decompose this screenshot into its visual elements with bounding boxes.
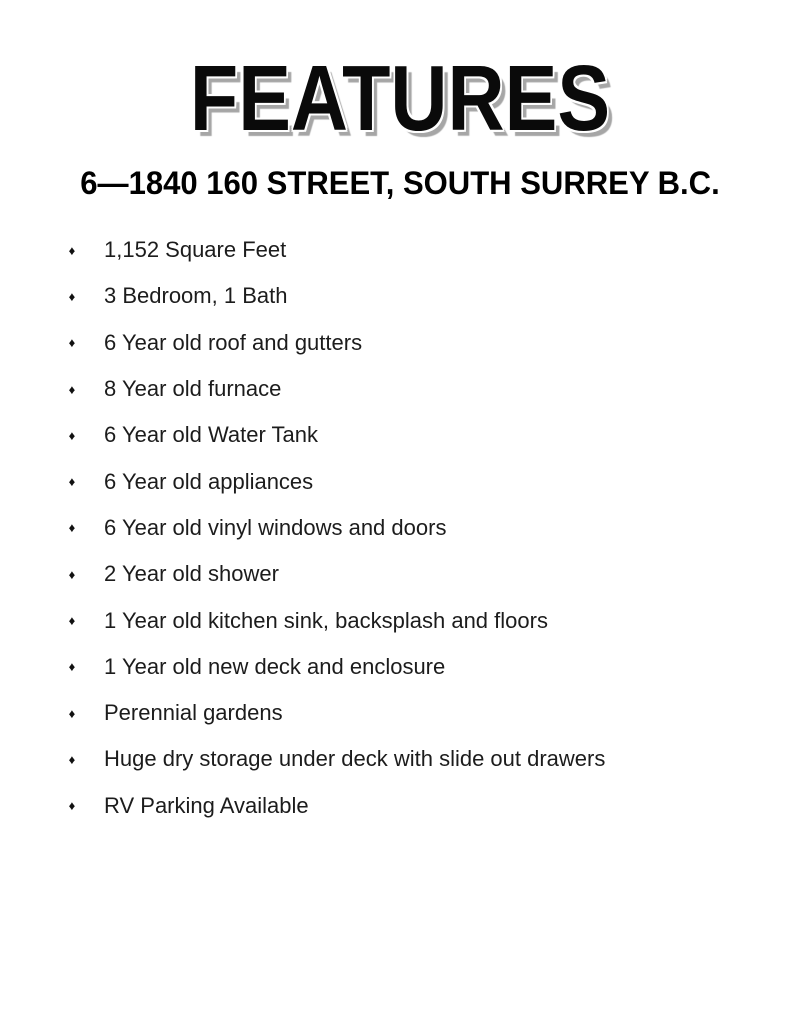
list-item — [66, 597, 800, 643]
list-item — [66, 644, 800, 690]
feature-text: Perennial gardens — [104, 700, 283, 726]
diamond-bullet-icon: ♦ — [68, 335, 76, 351]
diamond-bullet-icon: ♦ — [68, 659, 76, 675]
diamond-bullet-icon: ♦ — [68, 242, 76, 258]
feature-text: 1,152 Square Feet — [104, 237, 287, 263]
diamond-bullet-icon: ♦ — [68, 613, 76, 629]
list-item — [66, 736, 800, 782]
diamond-bullet-icon: ♦ — [68, 751, 76, 767]
list-item — [66, 366, 800, 412]
list-item — [66, 273, 800, 319]
list-item — [66, 783, 800, 829]
diamond-bullet-icon: ♦ — [68, 798, 76, 814]
list-item — [66, 690, 800, 736]
diamond-bullet-icon: ♦ — [68, 288, 76, 304]
feature-text: 1 Year old kitchen sink, backsplash and floors — [104, 607, 548, 633]
feature-text: 6 Year old roof and gutters — [104, 329, 363, 355]
diamond-bullet-icon: ♦ — [68, 381, 76, 397]
feature-text: 6 Year old vinyl windows and doors — [104, 514, 447, 540]
feature-text: 6 Year old Water Tank — [104, 422, 319, 448]
list-item — [66, 551, 800, 597]
list-item — [66, 458, 800, 504]
list-item — [66, 227, 800, 273]
feature-text: 3 Bedroom, 1 Bath — [104, 283, 288, 309]
feature-text: 2 Year old shower — [104, 561, 279, 587]
property-address: 6—1840 160 STREET, SOUTH SURREY B.C. — [80, 165, 720, 201]
diamond-bullet-icon: ♦ — [68, 474, 76, 490]
diamond-bullet-icon: ♦ — [68, 520, 76, 536]
list-item — [66, 412, 800, 458]
diamond-bullet-icon: ♦ — [68, 705, 76, 721]
feature-text: 1 Year old new deck and enclosure — [104, 653, 446, 679]
features-list — [0, 227, 800, 829]
feature-text: 6 Year old appliances — [104, 468, 314, 494]
list-item — [66, 505, 800, 551]
feature-text: 8 Year old furnace — [104, 376, 282, 402]
feature-text: Huge dry storage under deck with slide out drawers — [104, 746, 606, 772]
list-item — [66, 320, 800, 366]
diamond-bullet-icon: ♦ — [68, 427, 76, 443]
feature-text: RV Parking Available — [104, 792, 309, 818]
page-title: FEATURES — [189, 46, 611, 150]
diamond-bullet-icon: ♦ — [68, 566, 76, 582]
